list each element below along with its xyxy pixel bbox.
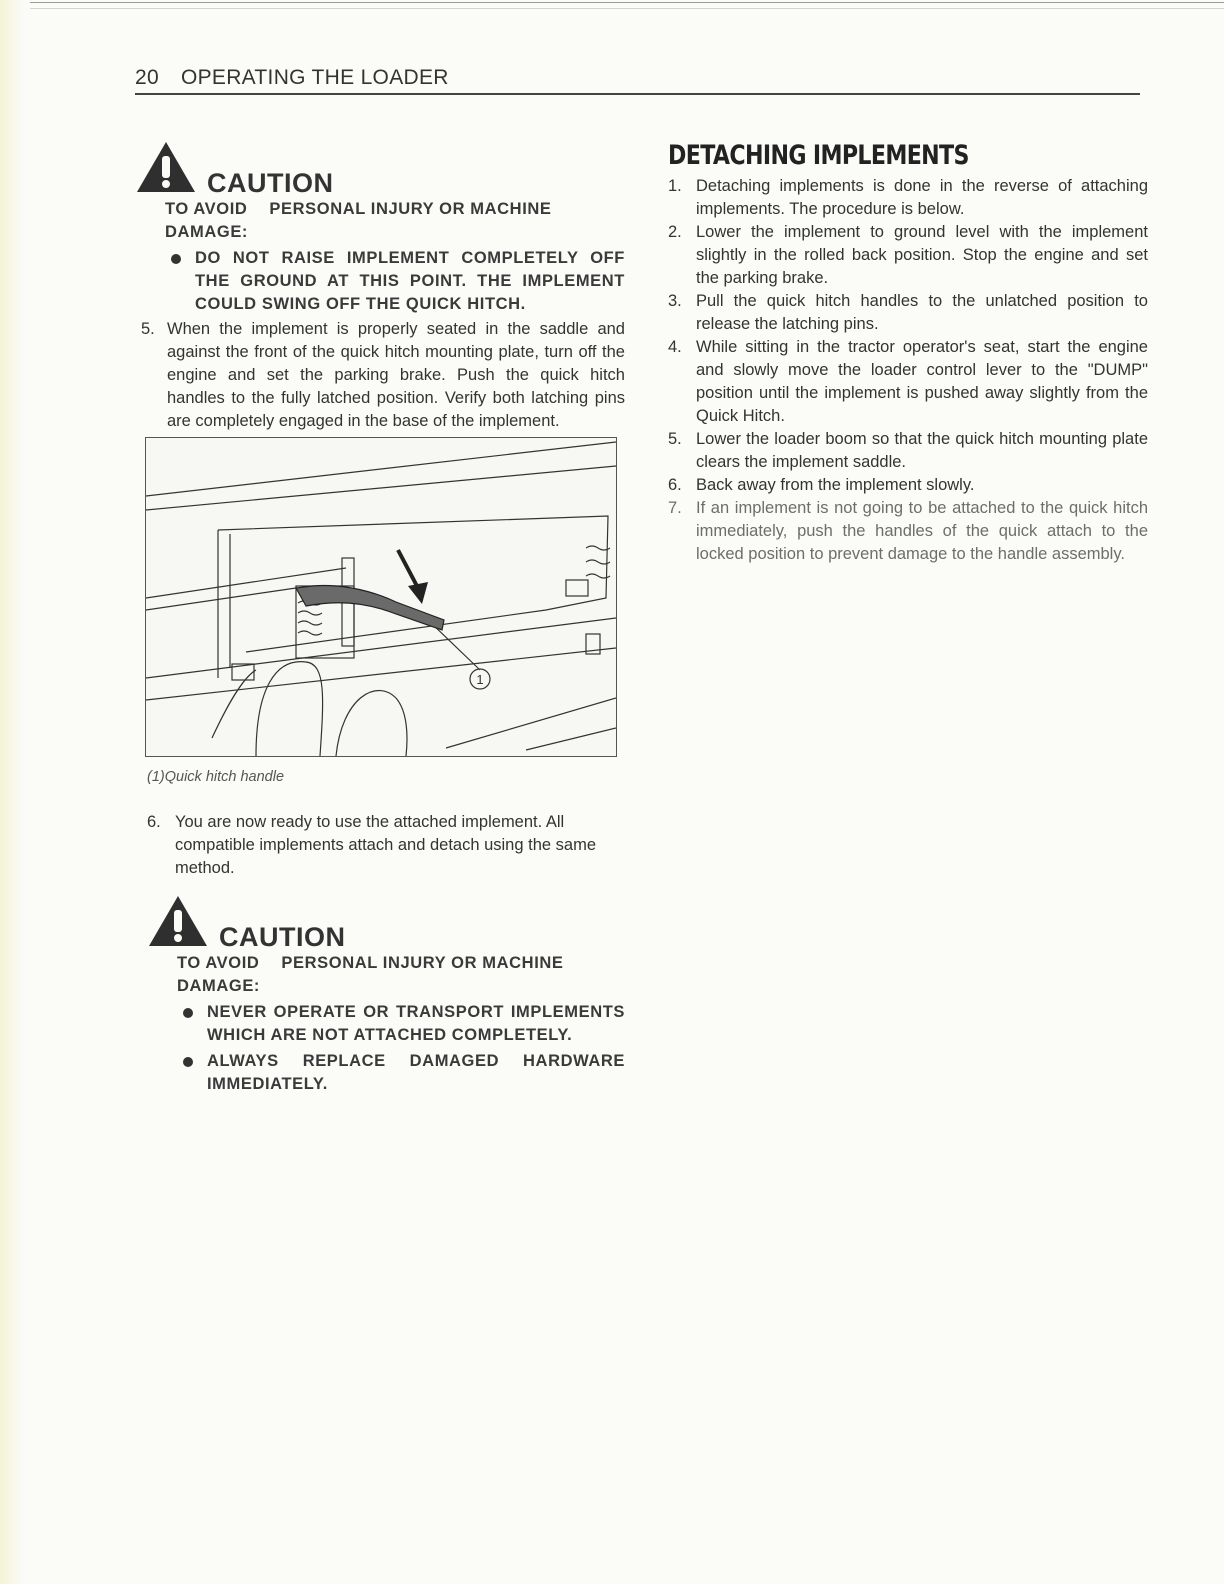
detaching-steps: [668, 175, 1148, 566]
step-number: 3.: [668, 292, 682, 310]
step-text: Detaching implements is done in the reverse of attaching implements. The procedure is below.: [696, 177, 1148, 218]
header-rule: [135, 93, 1140, 95]
caution-bullet: [135, 247, 625, 316]
caution-intro-part: PERSONAL INJURY OR MACHINE DAMAGE:: [177, 954, 564, 995]
step-number: 5.: [668, 430, 682, 448]
section-title: OPERATING THE LOADER: [180, 66, 449, 89]
step-number: 4.: [668, 338, 682, 356]
step-text: While sitting in the tractor operator's seat, start the engine and slowly move the loader control lever to the "DUMP" position until the implement is pushed away slightly from the Quick Hitch.: [696, 338, 1148, 425]
page-header: [135, 66, 449, 90]
step-item: [668, 428, 1148, 474]
step-text: Lower the loader boom so that the quick hitch mounting plate clears the implement saddle.: [696, 430, 1148, 471]
caution-intro-part: TO AVOID: [177, 954, 260, 972]
figure-callout-number: 1: [476, 672, 484, 687]
step-item: [668, 497, 1148, 566]
step-text: If an implement is not going to be attached to the quick hitch immediately, push the handles of the quick attach to the locked position to prevent damage to the handle assembly.: [696, 499, 1148, 563]
caution-block-2: [135, 894, 625, 1096]
caution-text: [135, 198, 625, 316]
caution-intro-part: TO AVOID: [165, 200, 248, 218]
bullet-icon: [183, 1057, 193, 1067]
left-column: [135, 140, 625, 1096]
bullet-icon: [171, 254, 181, 264]
caution-bullet: [147, 1001, 625, 1047]
caution-text: [147, 952, 625, 1096]
quick-hitch-figure: [145, 437, 617, 757]
caution-heading: [147, 894, 625, 956]
caution-heading: [135, 140, 625, 202]
step-text: Pull the quick hitch handles to the unlatched position to release the latching pins.: [696, 292, 1148, 333]
caution-intro: [135, 198, 625, 244]
figure-caption: (1)Quick hitch handle: [147, 769, 285, 785]
step-text: You are now ready to use the attached implement. All compatible implements attach and detach using the same method.: [175, 813, 596, 877]
caution-bullet: [147, 1050, 625, 1096]
step-number: 1.: [668, 177, 682, 195]
caution-block-1: [135, 140, 625, 316]
caution-intro: [147, 952, 625, 998]
caution-bullet-text: DO NOT RAISE IMPLEMENT COMPLETELY OFF THE GROUND AT THIS POINT. THE IMPLEMENT COULD SWING OFF THE QUICK HITCH.: [195, 249, 625, 313]
step-text: When the implement is properly seated in the saddle and against the front of the quick hitch mounting plate, turn off the engine and set the parking brake. Push the quick hitch handles to the fully latched position. Verify both latching pins are completely engaged in the base of the implement.: [167, 320, 625, 430]
step-number: 2.: [668, 223, 682, 241]
step-number: 6.: [147, 813, 161, 831]
warning-triangle-icon: [147, 894, 209, 948]
quick-hitch-illustration: [146, 438, 616, 756]
step-item: [668, 290, 1148, 336]
step-item: [668, 175, 1148, 221]
step-item: [135, 811, 625, 880]
caution-title: CAUTION: [207, 168, 334, 198]
step-number: 5.: [141, 320, 155, 338]
step-item: [668, 336, 1148, 428]
step-text: Lower the implement to ground level with the implement slightly in the rolled back position. Stop the engine and set the parking brake.: [696, 223, 1148, 287]
section-heading: DETACHING IMPLEMENTS: [668, 140, 969, 171]
scan-line: [30, 8, 1224, 9]
step-number: 7.: [668, 499, 682, 517]
caution-bullet-text: NEVER OPERATE OR TRANSPORT IMPLEMENTS WHICH ARE NOT ATTACHED COMPLETELY.: [207, 1003, 625, 1044]
caution-intro-part: PERSONAL INJURY OR MACHINE DAMAGE:: [165, 200, 552, 241]
page-number: 20: [135, 66, 159, 89]
scan-edge: [0, 0, 24, 1584]
step-item: [668, 474, 1148, 497]
step-number: 6.: [668, 476, 682, 494]
step-item: [668, 221, 1148, 290]
step-text: Back away from the implement slowly.: [696, 476, 975, 494]
caution-bullet-text: ALWAYS REPLACE DAMAGED HARDWARE IMMEDIATELY.: [207, 1052, 625, 1093]
right-column: [668, 140, 1148, 566]
caution-title: CAUTION: [219, 922, 346, 952]
scan-line: [30, 2, 1224, 3]
step-item: [135, 318, 625, 433]
warning-triangle-icon: [135, 140, 197, 194]
bullet-icon: [183, 1008, 193, 1018]
